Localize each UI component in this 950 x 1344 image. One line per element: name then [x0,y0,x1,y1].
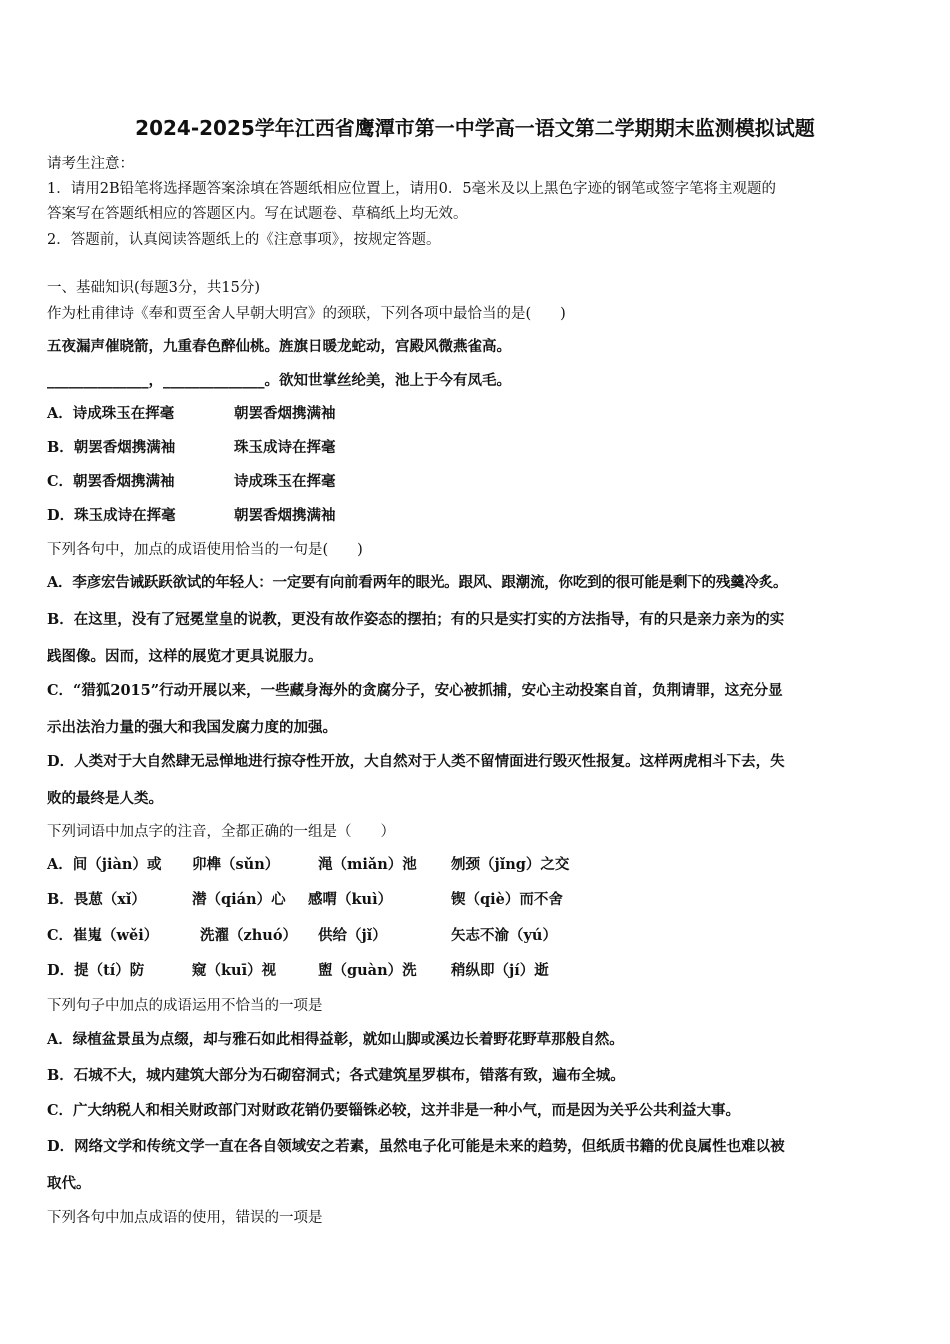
q4-option-a: A．绿植盆景虽为点缀，却与雅石如此相得益彰，就如山脚或溪边长着野花野草那般自然。 [47,1031,624,1048]
q3-option-b-4: 锲（qiè）而不舍 [451,891,563,908]
q1-option-b [47,436,175,457]
q1-option-b-text: B．朝罢香烟携满袖 [47,439,176,456]
q1-option-d [47,504,176,525]
q4-option-c: C．广大纳税人和相关财政部门对财政花销仍要锱铢必较，这并非是一种小气，而是因为关乎公共利益大事。 [47,1102,741,1119]
q3-option-b-2: 潜（qián）心 [192,891,286,908]
q1-option-a-text: A．诗成珠玉在挥毫 [47,405,175,422]
q3-option-a-3: 渑（miǎn）池 [318,856,417,873]
page-title: 2024-2025学年江西省鹰潭市第一中学高一语文第二学期期末监测模拟试题 [135,116,815,140]
q3-option-d-2: 窥（kuī）视 [192,962,277,979]
q4-option-b: B．石城不大，城内建筑大部分为石砌窑洞式；各式建筑星罗棋布，错落有致，遍布全城。 [47,1067,625,1084]
q3-option-d-3: 盥（guàn）洗 [318,962,417,979]
q2-option-d-line-1: D．人类对于大自然肆无忌惮地进行掠夺性开放，大自然对于人类不留情面进行毁灭性报复。这样两虎相斗下去，失 [47,753,785,770]
q3-option-b-1: B．畏葸（xǐ） [47,891,146,908]
q1-option-d-second: 朝罢香烟携满袖 [234,507,336,524]
q4-stem: 下列句子中加点的成语运用不恰当的一项是 [47,998,323,1014]
q1-option-c [47,470,175,491]
q2-option-b-line-2: 践图像。因而，这样的展览才更具说服力。 [47,648,323,665]
q1-option-a [47,402,174,423]
q3-option-c-2: 洗濯（zhuó） [200,927,297,944]
q1-option-c-text: C．朝罢香烟携满袖 [47,473,175,490]
q3-option-d-4: 稍纵即（jí）逝 [451,962,549,979]
notice-heading: 请考生注意： [47,156,134,172]
q1-stem: 作为杜甫律诗《奉和贾至舍人早朝大明宫》的颈联，下列各项中最恰当的是( ) [47,306,566,322]
q2-option-d-line-2: 败的最终是人类。 [47,790,163,807]
q3-option-c-3: 供给（jǐ） [318,927,387,944]
q1-option-a-second: 朝罢香烟携满袖 [234,405,336,422]
q2-option-c-line-2: 示出法治力量的强大和我国发腐力度的加强。 [47,719,337,736]
q3-option-c-4: 矢志不渝（yú） [451,927,557,944]
section-heading: 一、基础知识(每题3分，共15分) [47,280,260,296]
q2-option-c-line-1: C．“猎狐2015”行动开展以来，一些藏身海外的贪腐分子，安心被抓捕，安心主动投案自首，负荆请罪，这充分显 [47,682,783,699]
q3-option-c-1: C．崔嵬（wěi） [47,927,159,944]
q1-poem-line-2: ______________，______________。欲知世掌丝纶美，池上于今有凤毛。 [47,372,511,389]
q1-poem-line-1: 五夜漏声催晓箭，九重春色醉仙桃。旌旗日暖龙蛇动，宫殿风微燕雀高。 [47,338,511,355]
q2-stem: 下列各句中，加点的成语使用恰当的一句是( ) [47,542,363,558]
q5-stem: 下列各句中加点成语的使用，错误的一项是 [47,1210,323,1226]
q2-option-a: A．李彦宏告诫跃跃欲试的年轻人：一定要有向前看两年的眼光。跟风、跟潮流，你吃到的很可能是剩下的残羹冷炙。 [47,574,788,591]
q3-option-b-3: 感喟（kuì） [308,891,393,908]
q1-option-b-second: 珠玉成诗在挥毫 [234,439,336,456]
q3-option-a-1: A．间（jiàn）或 [47,856,162,873]
q2-option-b-line-1: B．在这里，没有了冠冕堂皇的说教，更没有故作姿态的摆拍；有的只是实打实的方法指导，有的只是亲力亲为的实 [47,611,785,628]
q4-option-d-line-2: 取代。 [47,1175,91,1192]
q3-option-a-2: 卯榫（sǔn） [192,856,280,873]
q4-option-d-line-1: D．网络文学和传统文学一直在各自领域安之若素，虽然电子化可能是未来的趋势，但纸质书籍的优良属性也难以被 [47,1138,785,1155]
q1-option-d-text: D．珠玉成诗在挥毫 [47,507,176,524]
notice-line-1b: 答案写在答题纸相应的答题区内。写在试题卷、草稿纸上均无效。 [47,206,468,222]
q1-option-c-second: 诗成珠玉在挥毫 [234,473,336,490]
q3-stem: 下列词语中加点字的注音，全都正确的一组是（ ） [47,824,395,840]
q3-option-d-1: D．提（tí）防 [47,962,145,979]
q3-option-a-4: 刎颈（jǐng）之交 [451,856,570,873]
notice-line-1: 1．请用2B铅笔将选择题答案涂填在答题纸相应位置上，请用0．5毫米及以上黑色字迹的钢笔或签字笔将主观题的 [47,181,777,197]
notice-line-2: 2．答题前，认真阅读答题纸上的《注意事项》，按规定答题。 [47,232,441,248]
